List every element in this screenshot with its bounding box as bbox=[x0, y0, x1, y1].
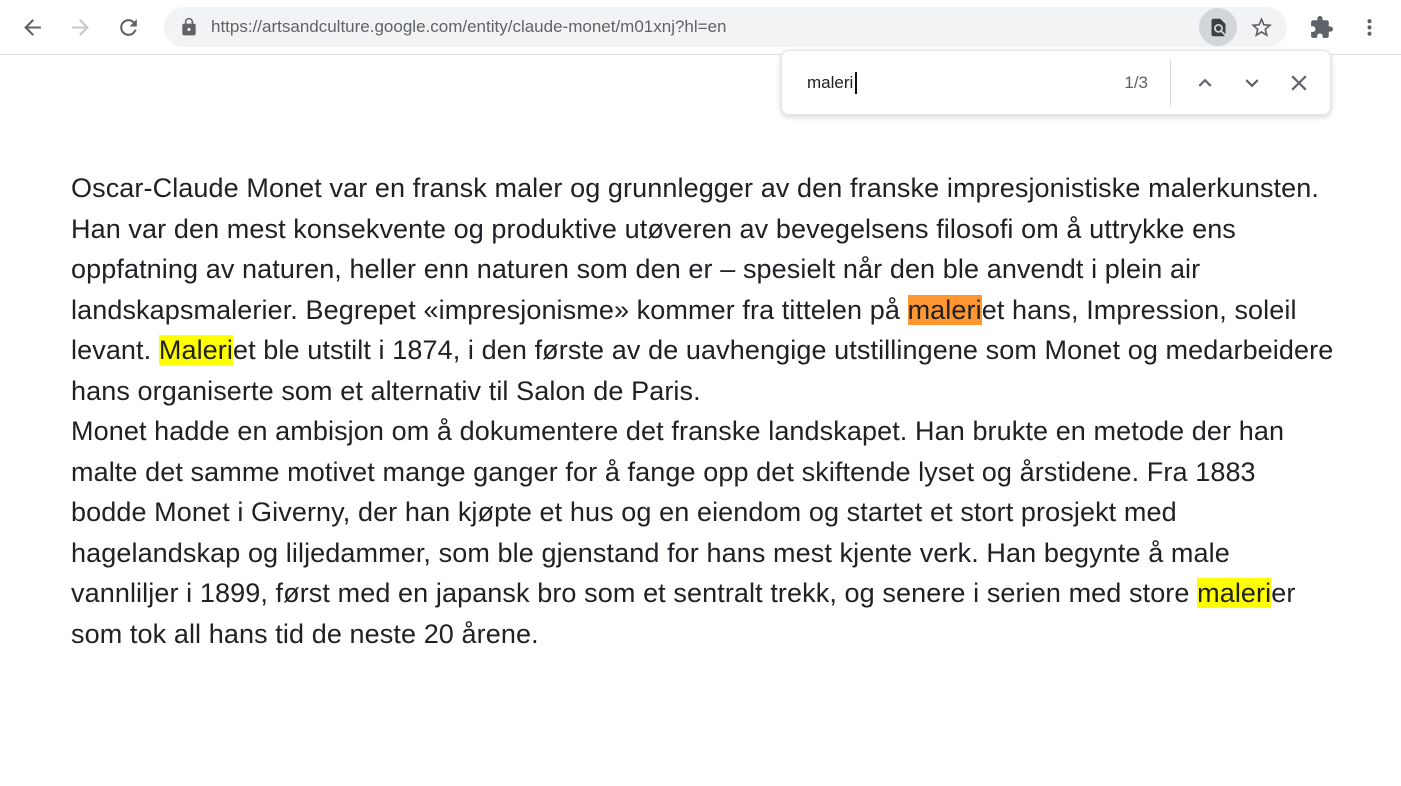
find-in-page-icon bbox=[1208, 17, 1229, 38]
reload-icon bbox=[116, 15, 141, 40]
find-match-counter: 1/3 bbox=[1124, 72, 1148, 92]
find-input[interactable] bbox=[782, 72, 1124, 94]
text-segment: Monet hadde en ambisjon om å dokumentere det franske landskapet. Han brukte en metode der han malte det samme motivet mange ganger for å fange opp det skiftende lyset og årstidene. Fra 1883 bodde Monet i Giverny, der han kjøpte et hus og en eiendom og startet et stort prosjekt med hagelandskap og liljedammer, som ble gjenstand for hans mest kjente verk. Han begynte å male vannliljer i 1899, først med en japansk bro som et sentralt trekk, og senere i serien med store bbox=[71, 416, 1285, 608]
chevron-up-icon bbox=[1192, 70, 1218, 96]
paragraph bbox=[71, 411, 1334, 654]
bookmark-button[interactable] bbox=[1243, 9, 1279, 45]
text-segment: et hans, Impression, soleil levant. bbox=[71, 294, 1297, 365]
close-icon bbox=[1286, 70, 1312, 96]
article-text bbox=[0, 55, 1401, 654]
back-button[interactable] bbox=[12, 7, 52, 47]
star-bookmark-icon bbox=[1249, 15, 1274, 40]
find-close-button[interactable] bbox=[1275, 59, 1322, 106]
browser-toolbar bbox=[0, 0, 1401, 55]
chevron-down-icon bbox=[1239, 70, 1265, 96]
back-arrow-icon bbox=[20, 15, 45, 40]
extensions-button[interactable] bbox=[1301, 7, 1341, 47]
reload-button[interactable] bbox=[108, 7, 148, 47]
text-segment: Oscar-Claude Monet var en fransk maler og grunnlegger av den franske impresjonistiske malerkunsten. Han var den mest konsekvente og produktive utøveren av bevegelsens filosofi om å uttrykke ens oppfatning av naturen, heller enn naturen som den er – spesielt når den ble anvendt i plein air landskapsmalerier. Begrepet «impresjonisme» kommer fra tittelen på bbox=[71, 173, 1319, 325]
find-next-button[interactable] bbox=[1228, 59, 1275, 106]
find-in-page-indicator[interactable] bbox=[1199, 8, 1237, 46]
text-segment: et ble utstilt i 1874, i den første av de uavhengige utstillingene som Monet og medarbeidere hans organiserte som et alternativ til Salon de Paris. bbox=[71, 335, 1334, 406]
kebab-menu-icon bbox=[1357, 15, 1382, 40]
find-bar bbox=[781, 50, 1331, 115]
text-segment: er som tok all hans tid de neste 20 årene. bbox=[71, 578, 1296, 649]
find-match-active: maleri bbox=[907, 294, 982, 325]
lock-icon bbox=[179, 17, 199, 37]
find-bar-controls bbox=[1171, 59, 1330, 106]
find-match: maleri bbox=[1197, 578, 1272, 608]
find-match: Maleri bbox=[158, 335, 233, 365]
find-query-text: maleri bbox=[807, 72, 854, 92]
find-previous-button[interactable] bbox=[1181, 59, 1228, 106]
url-text[interactable]: https://artsandculture.google.com/entity/claude-monet/m01xnj?hl=en bbox=[211, 17, 727, 36]
text-caret bbox=[855, 72, 857, 94]
browser-menu-button[interactable] bbox=[1349, 7, 1389, 47]
forward-arrow-icon bbox=[68, 15, 93, 40]
extensions-puzzle-icon bbox=[1309, 15, 1334, 40]
paragraph bbox=[71, 168, 1334, 411]
address-bar[interactable] bbox=[164, 7, 1287, 47]
forward-button bbox=[60, 7, 100, 47]
